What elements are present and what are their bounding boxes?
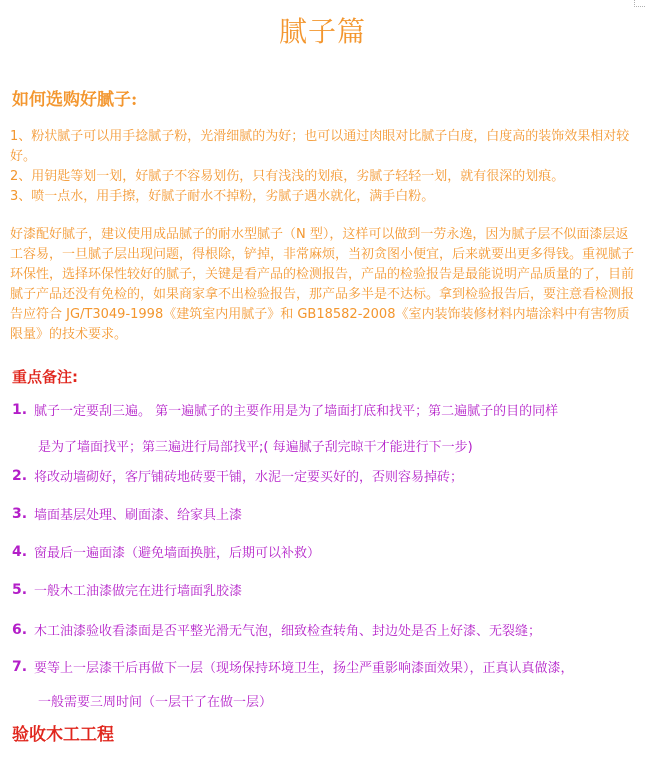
note-number: 6.: [12, 622, 28, 638]
tips-list: [10, 127, 638, 207]
page-title: 腻子篇: [278, 15, 366, 48]
note-text: 要等上一层漆干后再做下一层（现场保持环境卫生，扬尘严重影响漆面效果），正真认真做漆，: [34, 661, 574, 676]
section-heading-notes: 重点备注:: [12, 368, 78, 386]
note-text: 腻子一定要刮三遍。 第一遍腻子的主要作用是为了墙面打底和找平；第二遍腻子的目的同样: [34, 404, 559, 419]
note-text: 木工油漆验收看漆面是否平整光滑无气泡，细致检查转角、封边处是否上好漆、无裂缝；: [34, 624, 542, 639]
corner-mark: [634, 0, 645, 7]
section-heading-buying: 如何选购好腻子:: [12, 90, 138, 110]
section-heading-woodwork: 验收木工工程: [12, 725, 114, 745]
note-number: 5.: [12, 582, 28, 598]
note-number: 7.: [12, 659, 28, 675]
note-text: 一般木工油漆做完在进行墙面乳胶漆: [34, 584, 243, 599]
advice-paragraph: 好漆配好腻子，建议使用成品腻子的耐水型腻子（N 型），这样可以做到一劳永逸，因为腻子层不似面漆层返工容易，一旦腻子层出现问题，得根除，铲掉，非常麻烦，当初贪图小便宜，后来就要出更多得钱。重视腻子环保性，选择环保性较好的腻子，关键是看产品的检测报告，产品的检验报告是最能说明产品质量的了，目前腻子产品还没有免检的，如果商家拿不出检验报告，那产品多半是不达标。拿到检验报告后，要注意看检测报告应符合 JG/T3049-1998《建筑室内用腻子》和 GB18582-2008《室内装饰装修材料内墙涂料中有害物质限量》的技术要求。: [10, 227, 635, 342]
note-text-continued: 一般需要三周时间（一层干了在做一层）: [38, 695, 273, 710]
note-text: 窗最后一遍面漆（避免墙面换脏，后期可以补救）: [34, 546, 321, 561]
note-number: 2.: [12, 468, 28, 484]
note-text-continued: 是为了墙面找平；第三遍进行局部找平;( 每遍腻子刮完晾干才能进行下一步): [38, 440, 473, 455]
note-text: 墙面基层处理、刷面漆、给家具上漆: [34, 508, 243, 523]
tip-item: 2、用钥匙等划一划，好腻子不容易划伤，只有浅浅的划痕，劣腻子轻轻一划，就有很深的划痕。: [10, 169, 565, 184]
tip-item: 1、粉状腻子可以用手捻腻子粉，光滑细腻的为好；也可以通过肉眼对比腻子白度，白度高的装饰效果相对较好。: [10, 129, 630, 164]
note-number: 4.: [12, 544, 28, 560]
note-text: 将改动墙砌好，客厅铺砖地砖要干铺，水泥一定要买好的，否则容易掉砖；: [34, 470, 464, 485]
tip-item: 3、喷一点水，用手擦，好腻子耐水不掉粉，劣腻子遇水就化，满手白粉。: [10, 189, 435, 204]
note-number: 3.: [12, 506, 28, 522]
note-number: 1.: [12, 402, 28, 418]
